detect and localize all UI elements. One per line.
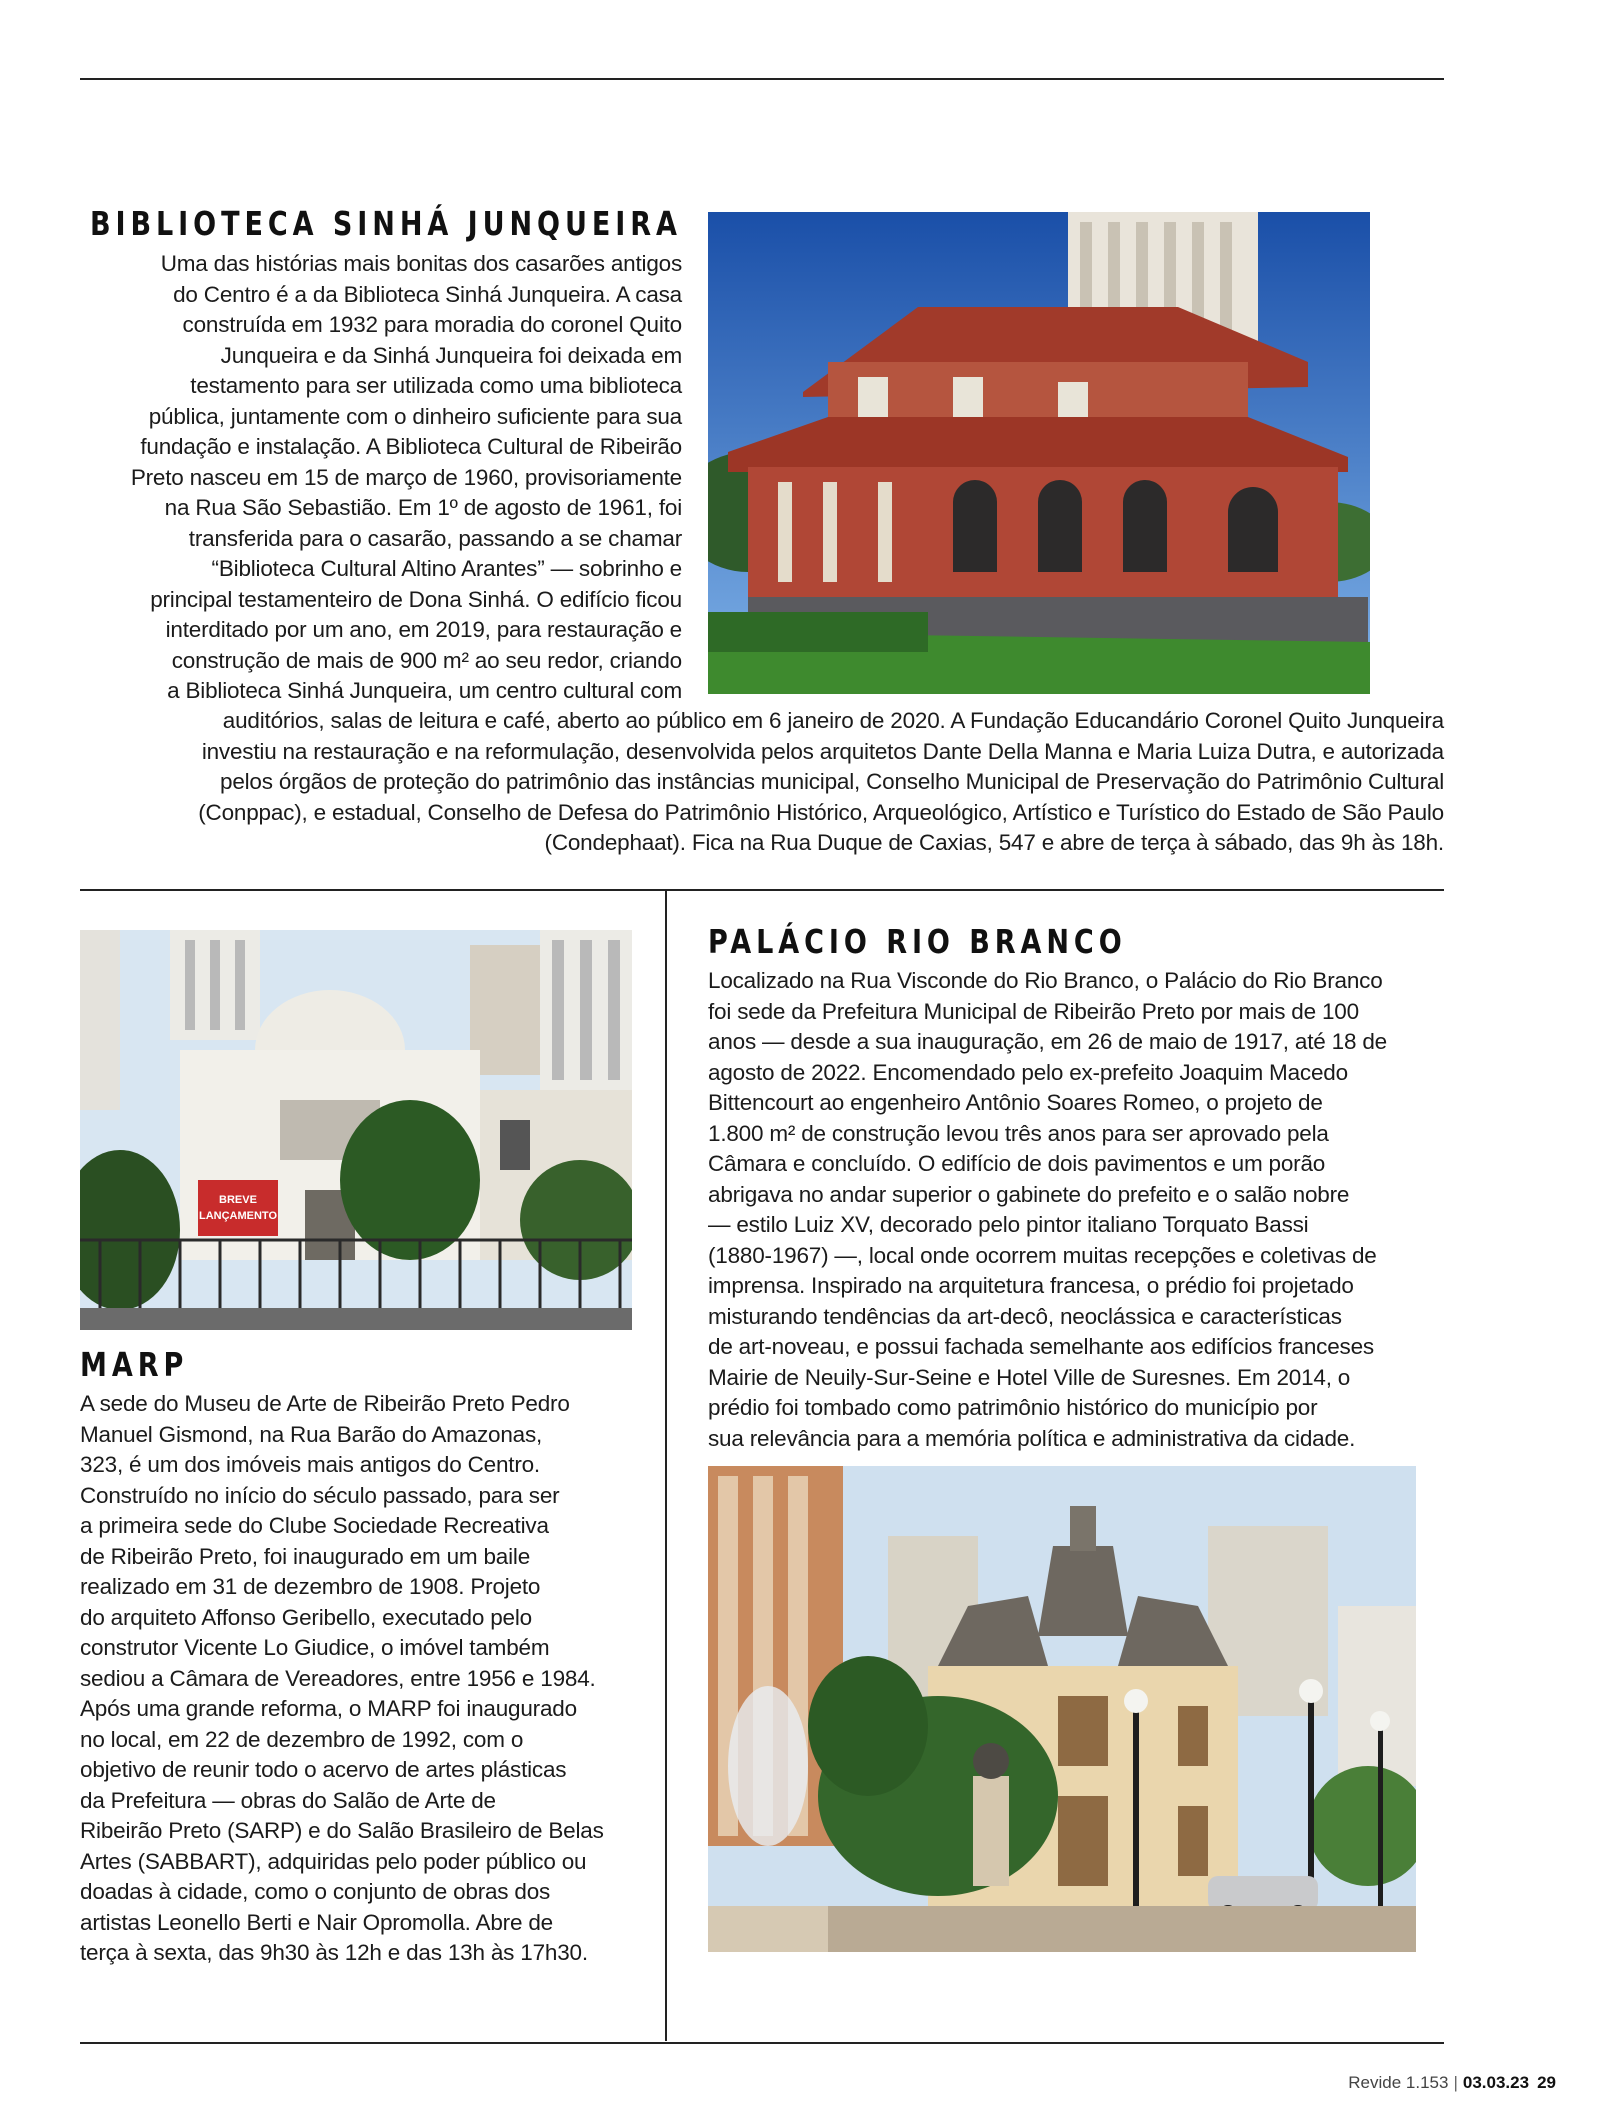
text-line: do arquiteto Affonso Geribello, executado pelo bbox=[80, 1604, 532, 1630]
palacio-text bbox=[708, 966, 1387, 1454]
text-line: Construído no início do século passado, para ser bbox=[80, 1482, 560, 1508]
text-line: a primeira sede do Clube Sociedade Recreativa bbox=[80, 1513, 549, 1538]
column-divider bbox=[665, 891, 667, 2041]
text-line: — estilo Luiz XV, decorado pelo pintor italiano Torquato Bassi bbox=[708, 1212, 1309, 1237]
text-line: Bittencourt ao engenheiro Antônio Soares Romeo, o projeto de bbox=[708, 1090, 1323, 1115]
text-line: artistas Leonello Berti e Nair Opromolla. Abre de bbox=[80, 1909, 553, 1935]
text-line: do Centro é a da Biblioteca Sinhá Junqueira. A casa bbox=[173, 281, 682, 307]
text-line: Localizado na Rua Visconde do Rio Branco, o Palácio do Rio Branco bbox=[708, 968, 1383, 993]
text-line: imprensa. Inspirado na arquitetura francesa, o prédio foi projetado bbox=[708, 1273, 1354, 1298]
text-line: fundação e instalação. A Biblioteca Cultural de Ribeirão bbox=[140, 434, 682, 459]
marp-banner-line2: LANÇAMENTO bbox=[198, 1210, 278, 1222]
text-line: 1.800 m² de construção levou três anos para ser aprovado pela bbox=[708, 1120, 1329, 1146]
text-line: pública, juntamente com o dinheiro suficiente para sua bbox=[148, 403, 682, 429]
palacio-photo bbox=[708, 1466, 1416, 1952]
text-line: construção de mais de 900 m² ao seu redor, criando bbox=[171, 647, 682, 673]
text-line: principal testamenteiro de Dona Sinhá. O edifício ficou bbox=[150, 586, 682, 612]
text-line: (Condephaat). Fica na Rua Duque de Caxias, 547 e abre de terça à sábado, das 9h às 18h. bbox=[544, 830, 1444, 855]
page-number: 29 bbox=[1537, 2073, 1556, 2092]
text-line: a Biblioteca Sinhá Junqueira, um centro cultural com bbox=[167, 678, 682, 703]
text-line: Artes (SABBART), adquiridas pelo poder público ou bbox=[80, 1848, 587, 1874]
text-line: 323, é um dos imóveis mais antigos do Centro. bbox=[80, 1452, 540, 1477]
biblioteca-text-lower bbox=[198, 706, 1444, 859]
text-line: investiu na restauração e na reformulação, desenvolvida pelos arquitetos Dante Della Manna e Maria Luiza Dutra, e autorizada bbox=[201, 738, 1444, 764]
text-line: realizado em 31 de dezembro de 1908. Projeto bbox=[80, 1574, 541, 1599]
magazine-issue: Revide 1.153 bbox=[1348, 2073, 1449, 2092]
text-line: abrigava no andar superior o gabinete do prefeito e o salão nobre bbox=[708, 1181, 1350, 1207]
footer-separator: | bbox=[1453, 2073, 1458, 2092]
marp-title: MARP bbox=[80, 1345, 189, 1384]
marp-text bbox=[80, 1389, 604, 1969]
text-line: interditado por um ano, em 2019, para restauração e bbox=[165, 617, 682, 642]
marp-banner-line1: BREVE bbox=[219, 1194, 257, 1206]
biblioteca-title: BIBLIOTECA SINHÁ JUNQUEIRA bbox=[90, 204, 682, 243]
text-line: na Rua São Sebastião. Em 1º de agosto de 1961, foi bbox=[164, 495, 682, 520]
text-line: de art-noveau, e possui fachada semelhante aos edifícios franceses bbox=[708, 1334, 1374, 1359]
bottom-rule bbox=[80, 2042, 1444, 2044]
middle-rule bbox=[80, 889, 1444, 891]
text-line: agosto de 2022. Encomendado pelo ex-prefeito Joaquim Macedo bbox=[708, 1059, 1348, 1085]
text-line: Ribeirão Preto (SARP) e do Salão Brasileiro de Belas bbox=[80, 1818, 604, 1843]
text-line: transferida para o casarão, passando a se chamar bbox=[188, 525, 682, 551]
text-line: (Conppac), e estadual, Conselho de Defesa do Patrimônio Histórico, Arqueológico, Artístico e Turístico do Estado de São Paulo bbox=[198, 799, 1444, 825]
text-line: Junqueira e da Sinhá Junqueira foi deixada em bbox=[220, 342, 682, 368]
text-line: da Prefeitura — obras do Salão de Arte de bbox=[80, 1787, 496, 1813]
text-line: Após uma grande reforma, o MARP foi inaugurado bbox=[80, 1696, 577, 1721]
text-line: prédio foi tombado como patrimônio histórico do município por bbox=[708, 1395, 1318, 1420]
text-line: Manuel Gismond, na Rua Barão do Amazonas, bbox=[80, 1421, 543, 1447]
text-line: sua relevância para a memória política e administrativa da cidade. bbox=[708, 1425, 1356, 1451]
palacio-title: PALÁCIO RIO BRANCO bbox=[708, 922, 1127, 961]
text-line: no local, em 22 de dezembro de 1992, com o bbox=[80, 1726, 524, 1752]
text-line: de Ribeirão Preto, foi inaugurado em um baile bbox=[80, 1543, 531, 1569]
text-line: testamento para ser utilizada como uma biblioteca bbox=[190, 373, 682, 398]
text-line: Câmara e concluído. O edifício de dois pavimentos e um porão bbox=[708, 1151, 1326, 1176]
issue-date: 03.03.23 bbox=[1462, 2073, 1530, 2092]
text-line: terça à sexta, das 9h30 às 12h e das 13h às 17h30. bbox=[80, 1940, 588, 1965]
text-line: Preto nasceu em 15 de março de 1960, provisoriamente bbox=[130, 464, 682, 490]
marp-photo bbox=[80, 930, 632, 1330]
text-line: construtor Vicente Lo Giudice, o imóvel também bbox=[80, 1635, 550, 1660]
text-line: (1880-1967) —, local onde ocorrem muitas recepções e coletivas de bbox=[708, 1242, 1377, 1268]
top-rule bbox=[80, 78, 1444, 80]
text-line: foi sede da Prefeitura Municipal de Ribeirão Preto por mais de 100 bbox=[708, 998, 1359, 1024]
text-line: construída em 1932 para moradia do coronel Quito bbox=[182, 312, 682, 337]
text-line: auditórios, salas de leitura e café, aberto ao público em 6 janeiro de 2020. A Fundação Educandário Coronel Quito Junqueira bbox=[222, 708, 1444, 733]
text-line: doadas à cidade, como o conjunto de obras dos bbox=[80, 1879, 551, 1904]
biblioteca-photo bbox=[708, 212, 1370, 694]
text-line: Mairie de Neuily-Sur-Seine e Hotel Ville de Suresnes. Em 2014, o bbox=[708, 1364, 1351, 1390]
text-line: objetivo de reunir todo o acervo de artes plásticas bbox=[80, 1757, 567, 1782]
text-line: misturando tendências da art-decô, neoclássica e características bbox=[708, 1303, 1342, 1329]
text-line: A sede do Museu de Arte de Ribeirão Preto Pedro bbox=[80, 1391, 570, 1416]
page-footer bbox=[1348, 2073, 1556, 2093]
text-line: Uma das histórias mais bonitas dos casarões antigos bbox=[160, 251, 682, 276]
text-line: anos — desde a sua inauguração, em 26 de maio de 1917, até 18 de bbox=[708, 1029, 1387, 1054]
text-line: “Biblioteca Cultural Altino Arantes” — sobrinho e bbox=[211, 556, 682, 581]
text-line: pelos órgãos de proteção do patrimônio das instâncias municipal, Conselho Municipal de Preservação do Patrimônio Cultural bbox=[220, 769, 1444, 794]
biblioteca-text-upper bbox=[131, 249, 682, 707]
text-line: sediou a Câmara de Vereadores, entre 1956 e 1984. bbox=[80, 1665, 596, 1691]
